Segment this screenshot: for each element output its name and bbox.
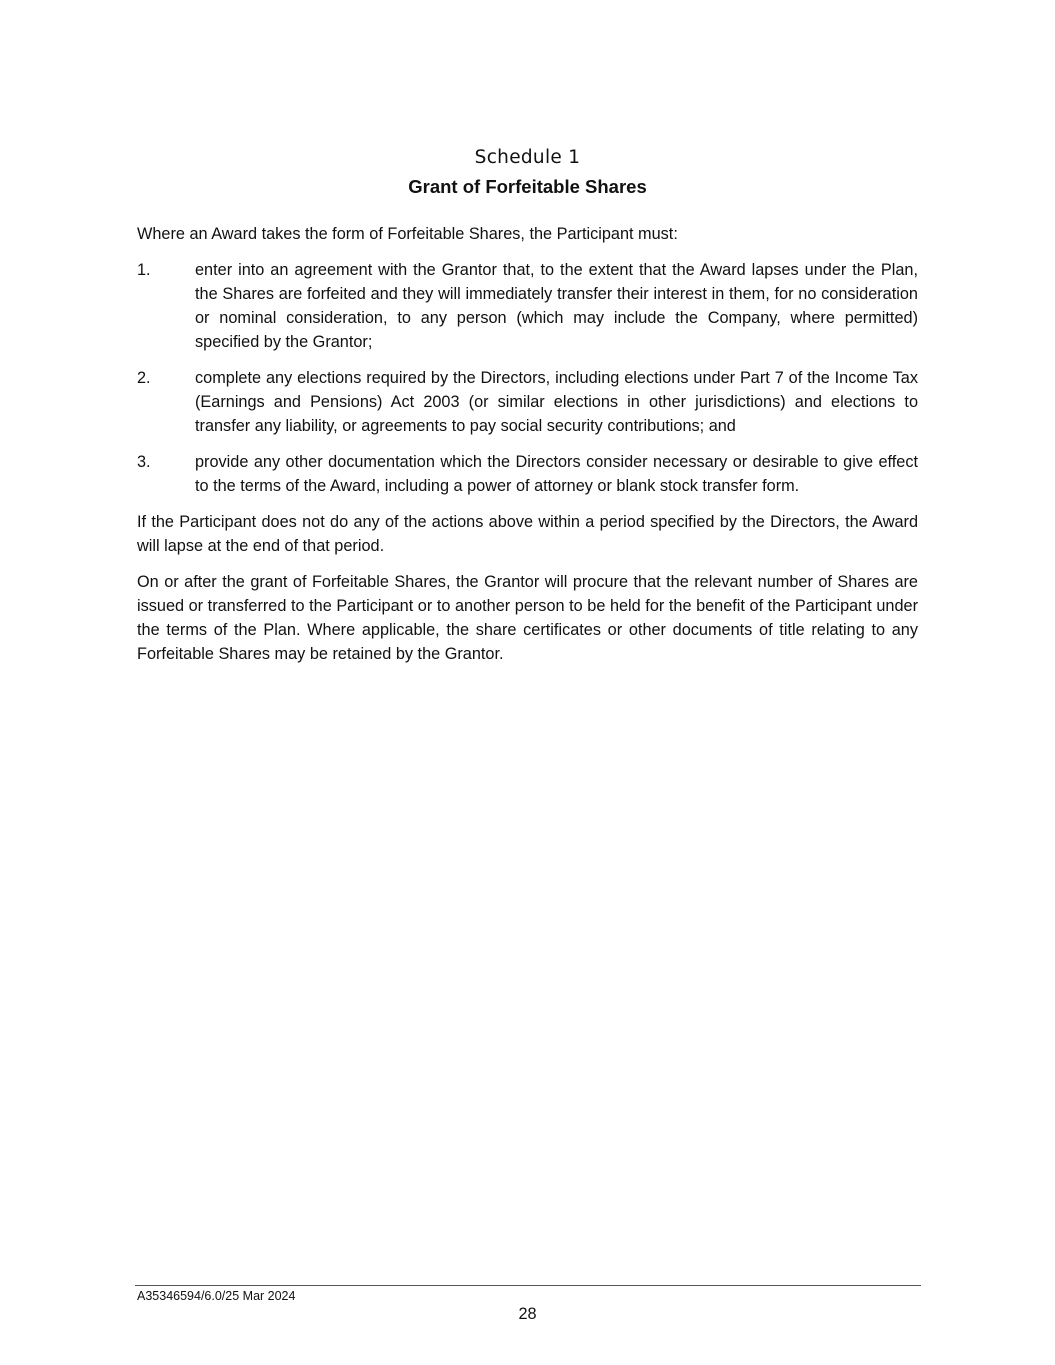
schedule-label: Schedule 1 — [474, 147, 581, 168]
list-item-text: enter into an agreement with the Grantor that, to the extent that the Award lapses under the Plan, the Shares are forfeited and they will immediately transfer their interest in them, for no consideration or nominal consideration, to any person (which may include the Company, where permitted) specified by the Grantor; — [195, 261, 918, 351]
list-item-number: 2. — [137, 369, 151, 387]
list-item — [137, 258, 918, 354]
footer-divider — [135, 1285, 921, 1286]
schedule-title: Grant of Forfeitable Shares — [408, 176, 647, 197]
procure-paragraph: On or after the grant of Forfeitable Shares, the Grantor will procure that the relevant number of Shares are issued or transferred to the Participant or to another person to be held for the benefit of the Participant under the terms of the Plan. Where applicable, the share certificates or other documents of title relating to any Forfeitable Shares may be retained by the Grantor. — [137, 573, 918, 663]
list-item-number: 1. — [137, 261, 151, 279]
intro-paragraph: Where an Award takes the form of Forfeitable Shares, the Participant must: — [137, 225, 678, 243]
page-number: 28 — [518, 1305, 537, 1323]
list-item — [137, 366, 918, 438]
list-item-number: 3. — [137, 453, 151, 471]
list-item-text: provide any other documentation which the Directors consider necessary or desirable to give effect to the terms of the Award, including a power of attorney or blank stock transfer form. — [195, 453, 918, 495]
lapse-paragraph: If the Participant does not do any of the actions above within a period specified by the Directors, the Award will lapse at the end of that period. — [137, 513, 918, 555]
list-item-text: complete any elections required by the Directors, including elections under Part 7 of the Income Tax (Earnings and Pensions) Act 2003 (or similar elections in other jurisdictions) and elections to transfer any liability, or agreements to pay social security contributions; and — [195, 369, 918, 435]
list-item — [137, 450, 918, 498]
page-content — [137, 146, 918, 678]
document-reference: A35346594/6.0/25 Mar 2024 — [137, 1289, 296, 1303]
requirements-list — [137, 258, 918, 498]
